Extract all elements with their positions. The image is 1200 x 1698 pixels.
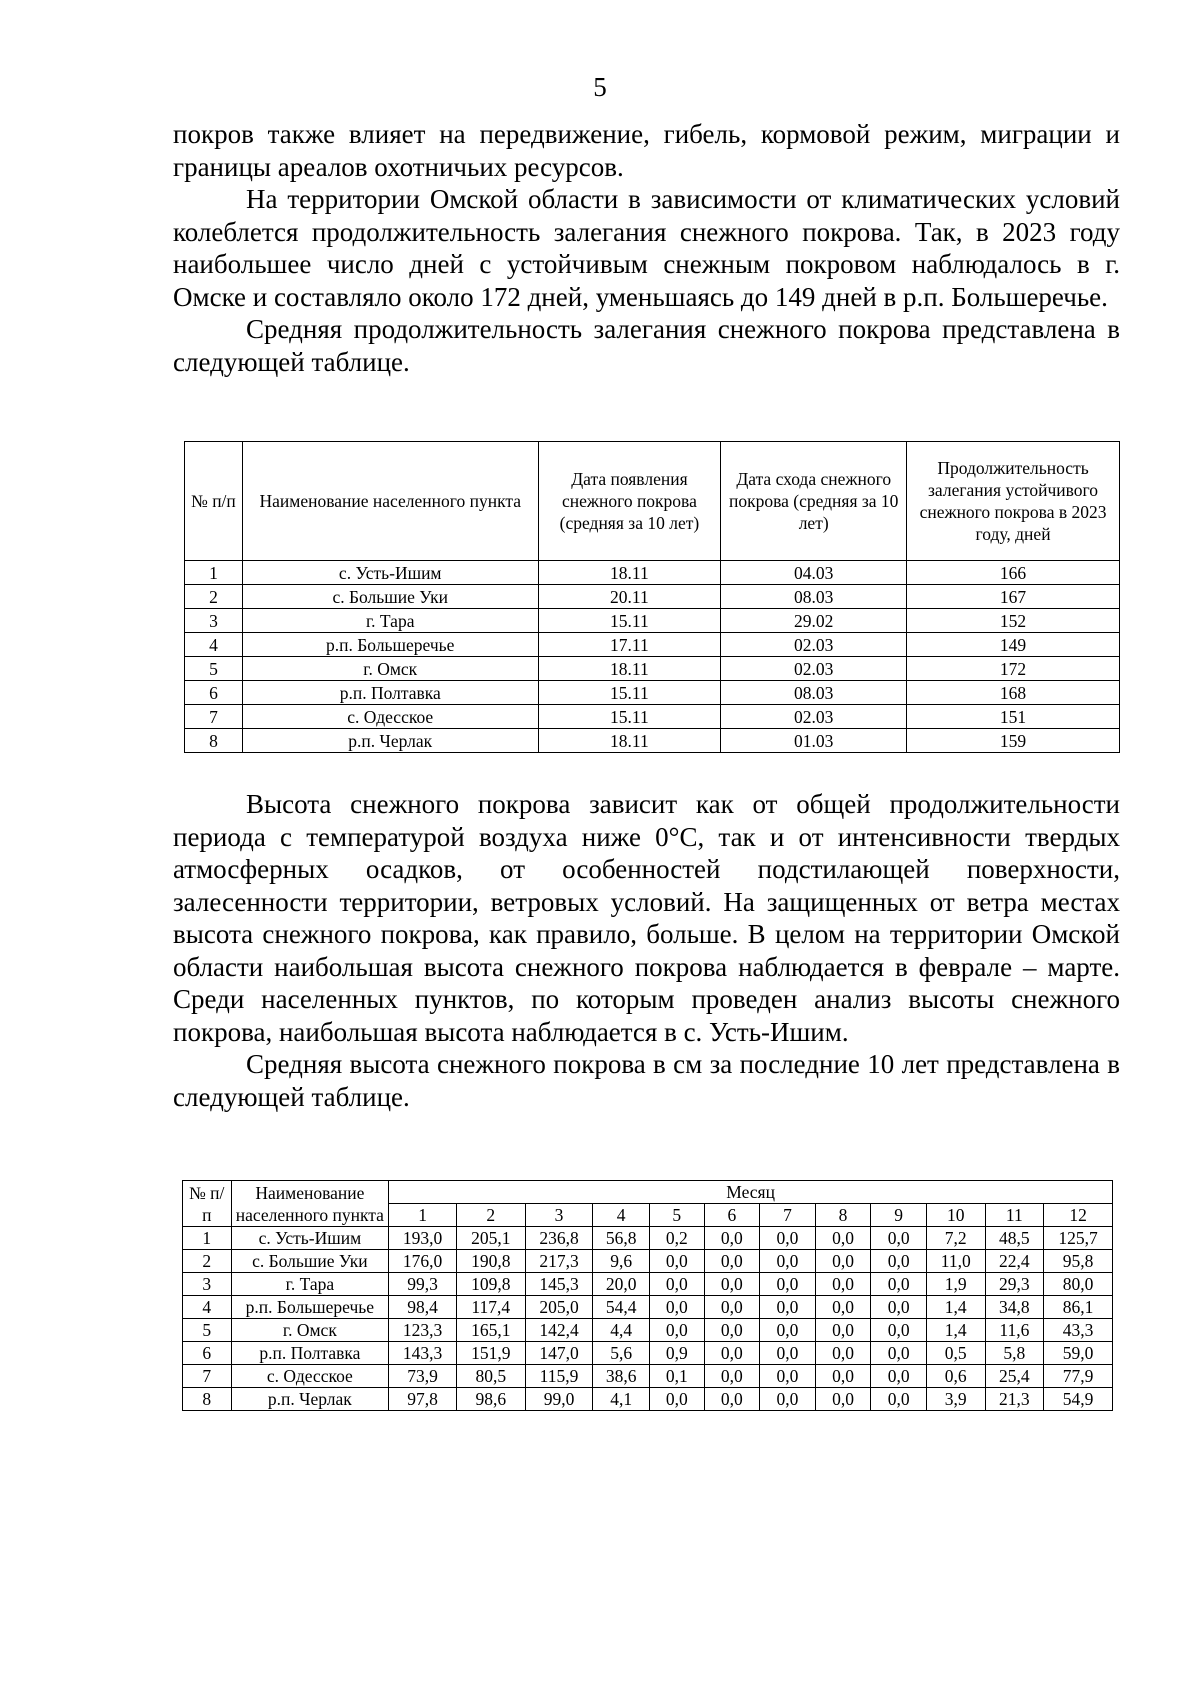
table-cell: с. Одесское bbox=[242, 705, 538, 729]
table-cell: 172 bbox=[907, 657, 1120, 681]
table-cell: 4 bbox=[185, 633, 243, 657]
table-cell: 0,6 bbox=[926, 1365, 985, 1388]
page-number: 5 bbox=[593, 72, 607, 102]
table-cell: 0,0 bbox=[815, 1388, 871, 1411]
table-cell: 0,0 bbox=[704, 1273, 760, 1296]
table2-row bbox=[183, 1250, 1113, 1273]
table-cell: 0,0 bbox=[649, 1388, 704, 1411]
table2-row bbox=[183, 1365, 1113, 1388]
table-cell: 0,0 bbox=[649, 1319, 704, 1342]
table-cell: 0,0 bbox=[704, 1319, 760, 1342]
table1-header-row bbox=[185, 442, 1120, 561]
table-cell: 1,4 bbox=[926, 1296, 985, 1319]
table-cell: 98,6 bbox=[456, 1388, 525, 1411]
table-cell: 159 bbox=[907, 729, 1120, 753]
table1-row bbox=[185, 561, 1120, 585]
table-cell: 0,0 bbox=[649, 1250, 704, 1273]
month-header: 12 bbox=[1044, 1204, 1113, 1227]
table-cell: 176,0 bbox=[389, 1250, 457, 1273]
table-cell: 02.03 bbox=[721, 633, 907, 657]
table-cell: 143,3 bbox=[389, 1342, 457, 1365]
table-cell: 149 bbox=[907, 633, 1120, 657]
table-cell: 5 bbox=[183, 1319, 232, 1342]
table-cell: 1,4 bbox=[926, 1319, 985, 1342]
table-cell: 9,6 bbox=[593, 1250, 650, 1273]
table-cell: 1 bbox=[183, 1227, 232, 1250]
table1-header-appearance-date: Дата появления снежного покрова (средняя за 10 лет) bbox=[538, 442, 721, 561]
table2-row bbox=[183, 1342, 1113, 1365]
table-cell: р.п. Полтавка bbox=[242, 681, 538, 705]
paragraph-duration-intro: На территории Омской области в зависимости от климатических условий колеблется продолжительность залегания снежного покрова. Так, в 2023 году наибольшее число дней с устойчивым снежным покровом наблюдалось в г. Омске и составляло около 172 дней, уменьшаясь до 149 дней в р.п. Большеречье. bbox=[173, 184, 1120, 312]
table-cell: 15.11 bbox=[538, 705, 721, 729]
table-cell: 217,3 bbox=[525, 1250, 593, 1273]
table-cell: 0,0 bbox=[760, 1296, 816, 1319]
table-cell: г. Тара bbox=[242, 609, 538, 633]
table-cell: 5,8 bbox=[985, 1342, 1044, 1365]
table-cell: 0,5 bbox=[926, 1342, 985, 1365]
table-cell: 04.03 bbox=[721, 561, 907, 585]
table-cell: 4 bbox=[183, 1296, 232, 1319]
month-header: 11 bbox=[985, 1204, 1044, 1227]
month-header: 9 bbox=[871, 1204, 927, 1227]
table-cell: 01.03 bbox=[721, 729, 907, 753]
table-cell: 97,8 bbox=[389, 1388, 457, 1411]
table-cell: 147,0 bbox=[525, 1342, 593, 1365]
table-cell: 15.11 bbox=[538, 681, 721, 705]
table-cell: с. Большие Уки bbox=[242, 585, 538, 609]
table-cell: 54,9 bbox=[1044, 1388, 1113, 1411]
month-header: 3 bbox=[525, 1204, 593, 1227]
snow-height-text bbox=[173, 788, 1120, 1113]
table-cell: 0,0 bbox=[871, 1250, 927, 1273]
table-cell: 0,9 bbox=[649, 1342, 704, 1365]
table-cell: 6 bbox=[185, 681, 243, 705]
table-cell: 0,0 bbox=[704, 1227, 760, 1250]
table-cell: 0,0 bbox=[815, 1365, 871, 1388]
table-cell: 48,5 bbox=[985, 1227, 1044, 1250]
table2-row bbox=[183, 1319, 1113, 1342]
table-cell: 5,6 bbox=[593, 1342, 650, 1365]
table-cell: 8 bbox=[183, 1388, 232, 1411]
month-header: 6 bbox=[704, 1204, 760, 1227]
table-cell: 20.11 bbox=[538, 585, 721, 609]
table-cell: 54,4 bbox=[593, 1296, 650, 1319]
table1-row bbox=[185, 705, 1120, 729]
table-cell: 7 bbox=[183, 1365, 232, 1388]
paragraph-table1-intro: Средняя продолжительность залегания снежного покрова представлена в следующей таблице. bbox=[173, 314, 1120, 377]
table-cell: 0,0 bbox=[815, 1227, 871, 1250]
table-cell: 0,0 bbox=[871, 1296, 927, 1319]
table-cell: 22,4 bbox=[985, 1250, 1044, 1273]
table-cell: 1,9 bbox=[926, 1273, 985, 1296]
table-cell: 18.11 bbox=[538, 561, 721, 585]
table-cell: 152 bbox=[907, 609, 1120, 633]
table-cell: 0,0 bbox=[815, 1273, 871, 1296]
table-cell: 4,1 bbox=[593, 1388, 650, 1411]
table-cell: 117,4 bbox=[456, 1296, 525, 1319]
table-cell: 7,2 bbox=[926, 1227, 985, 1250]
table-cell: 98,4 bbox=[389, 1296, 457, 1319]
table-cell: 18.11 bbox=[538, 657, 721, 681]
table-cell: 0,0 bbox=[760, 1273, 816, 1296]
month-header: 2 bbox=[456, 1204, 525, 1227]
table-cell: 109,8 bbox=[456, 1273, 525, 1296]
table-cell: 0,0 bbox=[649, 1273, 704, 1296]
table-cell: 73,9 bbox=[389, 1365, 457, 1388]
table-cell: 0,0 bbox=[871, 1273, 927, 1296]
table-cell: 165,1 bbox=[456, 1319, 525, 1342]
table1-header-no: № п/п bbox=[185, 442, 243, 561]
table-cell: 20,0 bbox=[593, 1273, 650, 1296]
table-cell: 193,0 bbox=[389, 1227, 457, 1250]
table-cell: 95,8 bbox=[1044, 1250, 1113, 1273]
table-cell: 3 bbox=[185, 609, 243, 633]
table-cell: 0,0 bbox=[871, 1319, 927, 1342]
table-cell: 151,9 bbox=[456, 1342, 525, 1365]
table-cell: 0,0 bbox=[760, 1319, 816, 1342]
table-cell: 08.03 bbox=[721, 585, 907, 609]
table-cell: 0,0 bbox=[871, 1227, 927, 1250]
table-cell: р.п. Полтавка bbox=[231, 1342, 389, 1365]
table2-row bbox=[183, 1227, 1113, 1250]
table-cell: 59,0 bbox=[1044, 1342, 1113, 1365]
table-cell: 0,0 bbox=[815, 1319, 871, 1342]
table-cell: 190,8 bbox=[456, 1250, 525, 1273]
table-cell: 80,0 bbox=[1044, 1273, 1113, 1296]
table1-header-name: Наименование населенного пункта bbox=[242, 442, 538, 561]
table-cell: 3 bbox=[183, 1273, 232, 1296]
table-cell: 1 bbox=[185, 561, 243, 585]
table-cell: р.п. Большеречье bbox=[242, 633, 538, 657]
table-cell: 25,4 bbox=[985, 1365, 1044, 1388]
table-cell: 11,6 bbox=[985, 1319, 1044, 1342]
table-cell: 0,0 bbox=[760, 1365, 816, 1388]
table-cell: 56,8 bbox=[593, 1227, 650, 1250]
table1-row bbox=[185, 729, 1120, 753]
table-cell: 8 bbox=[185, 729, 243, 753]
table-cell: 151 bbox=[907, 705, 1120, 729]
table-cell: 18.11 bbox=[538, 729, 721, 753]
table-cell: 77,9 bbox=[1044, 1365, 1113, 1388]
table1-row bbox=[185, 609, 1120, 633]
table-cell: 02.03 bbox=[721, 657, 907, 681]
table-cell: 34,8 bbox=[985, 1296, 1044, 1319]
table-cell: 0,0 bbox=[704, 1365, 760, 1388]
table-cell: 205,0 bbox=[525, 1296, 593, 1319]
table-cell: 29.02 bbox=[721, 609, 907, 633]
table-cell: 0,0 bbox=[649, 1296, 704, 1319]
table-cell: 80,5 bbox=[456, 1365, 525, 1388]
table-cell: 236,8 bbox=[525, 1227, 593, 1250]
month-header: 1 bbox=[389, 1204, 457, 1227]
table-cell: с. Усть-Ишим bbox=[231, 1227, 389, 1250]
table-cell: 7 bbox=[185, 705, 243, 729]
table-cell: 0,0 bbox=[704, 1250, 760, 1273]
table-cell: р.п. Черлак bbox=[242, 729, 538, 753]
table1-header-melt-date: Дата схода снежного покрова (средняя за 10 лет) bbox=[721, 442, 907, 561]
table-cell: 0,0 bbox=[704, 1342, 760, 1365]
paragraph-snow-height: Высота снежного покрова зависит как от общей продолжительности периода с температурой воздуха ниже 0°С, так и от интенсивности твердых атмосферных осадков, от особенностей подстилающей поверхности, залесенности территории, ветровых условий. На защищенных от ветра местах высота снежного покрова, как правило, больше. В целом на территории Омской области наибольшая высота снежного покрова наблюдается в феврале – марте. Среди населенных пунктов, по которым проведен анализ высоты снежного покрова, наибольшая высота наблюдается в с. Усть-Ишим. bbox=[173, 789, 1120, 1047]
table-cell: 08.03 bbox=[721, 681, 907, 705]
table-cell: 0,0 bbox=[760, 1250, 816, 1273]
table-cell: 21,3 bbox=[985, 1388, 1044, 1411]
table1-row bbox=[185, 681, 1120, 705]
table-cell: 0,0 bbox=[871, 1365, 927, 1388]
table-cell: с. Одесское bbox=[231, 1365, 389, 1388]
table1-row bbox=[185, 657, 1120, 681]
table1-row bbox=[185, 585, 1120, 609]
table2-header-month: Месяц bbox=[389, 1181, 1113, 1204]
table1-header-duration: Продолжительность залегания устойчивого снежного покрова в 2023 году, дней bbox=[907, 442, 1120, 561]
table-cell: 99,3 bbox=[389, 1273, 457, 1296]
table-cell: 0,0 bbox=[760, 1227, 816, 1250]
table-cell: 02.03 bbox=[721, 705, 907, 729]
table-cell: р.п. Черлак bbox=[231, 1388, 389, 1411]
table-cell: р.п. Большеречье bbox=[231, 1296, 389, 1319]
table-cell: 43,3 bbox=[1044, 1319, 1113, 1342]
table-cell: 29,3 bbox=[985, 1273, 1044, 1296]
table-cell: 142,4 bbox=[525, 1319, 593, 1342]
table-cell: 86,1 bbox=[1044, 1296, 1113, 1319]
paragraph-continuation: покров также влияет на передвижение, гибель, кормовой режим, миграции и границы ареалов охотничьих ресурсов. bbox=[173, 119, 1120, 182]
table-cell: 0,2 bbox=[649, 1227, 704, 1250]
month-header: 8 bbox=[815, 1204, 871, 1227]
table-cell: 15.11 bbox=[538, 609, 721, 633]
table-cell: 0,0 bbox=[704, 1388, 760, 1411]
table-cell: 0,0 bbox=[815, 1296, 871, 1319]
table-cell: 115,9 bbox=[525, 1365, 593, 1388]
table1-row bbox=[185, 633, 1120, 657]
table-cell: 168 bbox=[907, 681, 1120, 705]
table-cell: 123,3 bbox=[389, 1319, 457, 1342]
table-cell: 38,6 bbox=[593, 1365, 650, 1388]
paragraph-table2-intro: Средняя высота снежного покрова в см за последние 10 лет представлена в следующей таблице. bbox=[173, 1049, 1120, 1112]
table2-row bbox=[183, 1273, 1113, 1296]
table-cell: 0,0 bbox=[760, 1388, 816, 1411]
month-header: 5 bbox=[649, 1204, 704, 1227]
table-cell: 205,1 bbox=[456, 1227, 525, 1250]
table2-header-no: № п/п bbox=[183, 1181, 232, 1227]
table2-header-name: Наименование населенного пункта bbox=[231, 1181, 389, 1227]
table-cell: 0,0 bbox=[815, 1342, 871, 1365]
month-header: 7 bbox=[760, 1204, 816, 1227]
table-cell: 11,0 bbox=[926, 1250, 985, 1273]
table-cell: 166 bbox=[907, 561, 1120, 585]
snow-height-table bbox=[182, 1180, 1113, 1411]
table-cell: 167 bbox=[907, 585, 1120, 609]
table-cell: 0,0 bbox=[871, 1388, 927, 1411]
table-cell: 5 bbox=[185, 657, 243, 681]
table-cell: 17.11 bbox=[538, 633, 721, 657]
table-cell: 6 bbox=[183, 1342, 232, 1365]
table-cell: г. Омск bbox=[242, 657, 538, 681]
table2-header-row-1 bbox=[183, 1181, 1113, 1204]
table-cell: 2 bbox=[185, 585, 243, 609]
table-cell: г. Тара bbox=[231, 1273, 389, 1296]
table-cell: 99,0 bbox=[525, 1388, 593, 1411]
table-cell: г. Омск bbox=[231, 1319, 389, 1342]
table-cell: 4,4 bbox=[593, 1319, 650, 1342]
table2-row bbox=[183, 1388, 1113, 1411]
table-cell: 0,0 bbox=[704, 1296, 760, 1319]
month-header: 10 bbox=[926, 1204, 985, 1227]
table-cell: 2 bbox=[183, 1250, 232, 1273]
table-cell: 3,9 bbox=[926, 1388, 985, 1411]
table-cell: 145,3 bbox=[525, 1273, 593, 1296]
table-cell: с. Большие Уки bbox=[231, 1250, 389, 1273]
table2-row bbox=[183, 1296, 1113, 1319]
table-cell: 125,7 bbox=[1044, 1227, 1113, 1250]
table-cell: 0,0 bbox=[760, 1342, 816, 1365]
table-cell: с. Усть-Ишим bbox=[242, 561, 538, 585]
table-cell: 0,0 bbox=[871, 1342, 927, 1365]
table-cell: 0,0 bbox=[815, 1250, 871, 1273]
month-header: 4 bbox=[593, 1204, 650, 1227]
intro-text bbox=[173, 118, 1120, 378]
snow-duration-table bbox=[184, 441, 1120, 753]
table-cell: 0,1 bbox=[649, 1365, 704, 1388]
